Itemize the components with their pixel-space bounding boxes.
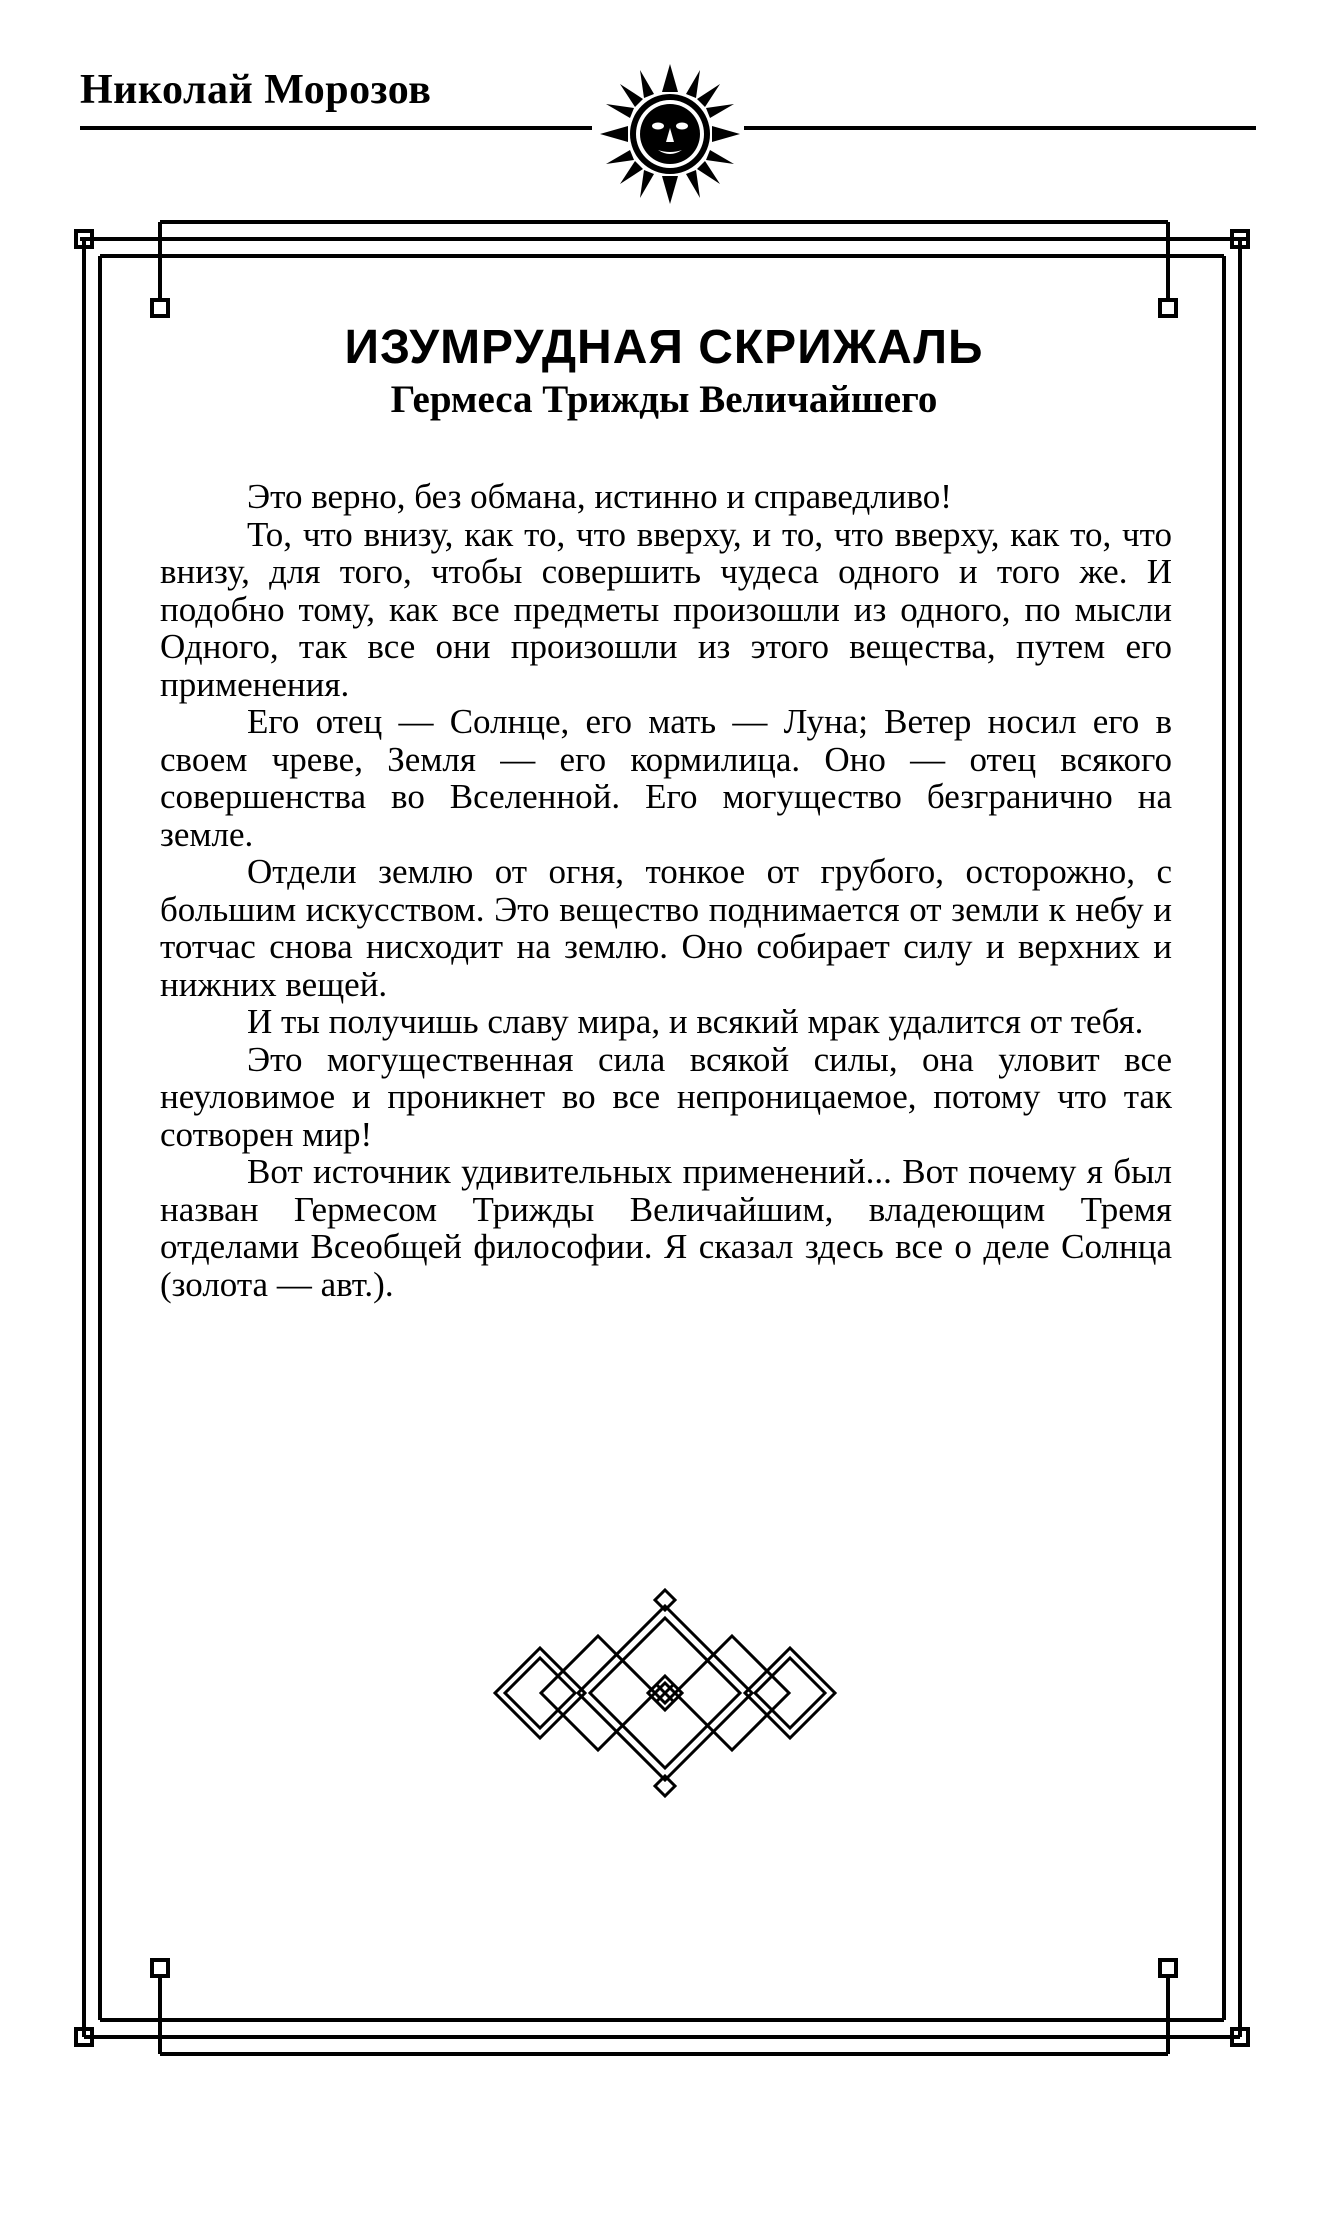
chapter-title: ИЗУМРУДНАЯ СКРИЖАЛЬ bbox=[344, 321, 984, 374]
paragraph: Это верно, без обмана, истинно и справедливо! bbox=[247, 477, 952, 516]
paragraph: Его отец — Солнце, его мать — Луна; Ветер носил его в своем чреве, Земля — его кормилица. Оно — отец всякого совершенства во Вселенной. Его могущество безгранично на земле. bbox=[160, 702, 1172, 854]
chapter-title-block bbox=[160, 320, 1168, 424]
interlaced-diamond-ornament-icon bbox=[470, 1588, 860, 1798]
sun-face-icon bbox=[598, 62, 742, 206]
header-rule-right bbox=[744, 126, 1256, 130]
paragraph: Отдели землю от огня, тонкое от грубого, осторожно, с большим искусством. Это вещество поднимается от земли к небу и тотчас снова нисходит на землю. Оно собирает силу и верхних и нижних вещей. bbox=[160, 852, 1172, 1004]
chapter-subtitle: Гермеса Трижды Величайшего bbox=[390, 378, 938, 421]
body-text bbox=[160, 478, 1172, 1303]
running-head-author: Николай Морозов bbox=[80, 67, 432, 113]
paragraph: И ты получишь славу мира, и всякий мрак удалится от тебя. bbox=[247, 1002, 1144, 1041]
paragraph: То, что внизу, как то, что вверху, и то, что вверху, как то, что внизу, для того, чтобы совершить чудеса одного и того же. И подобно тому, как все предметы произошли из одного, по мысли Одного, так все они произошли из этого вещества, путем его применения. bbox=[160, 514, 1172, 704]
paragraph: Вот источник удивительных применений... Вот почему я был назван Гермесом Трижды Величайшим, владеющим Тремя отделами Всеобщей философии. Я сказал здесь все о деле Солнца (золота — авт.). bbox=[160, 1152, 1172, 1304]
header-rule-left bbox=[80, 126, 592, 130]
paragraph: Это могущественная сила всякой силы, она уловит все неуловимое и проникнет во все непроницаемое, потому что так сотворен мир! bbox=[160, 1039, 1172, 1154]
